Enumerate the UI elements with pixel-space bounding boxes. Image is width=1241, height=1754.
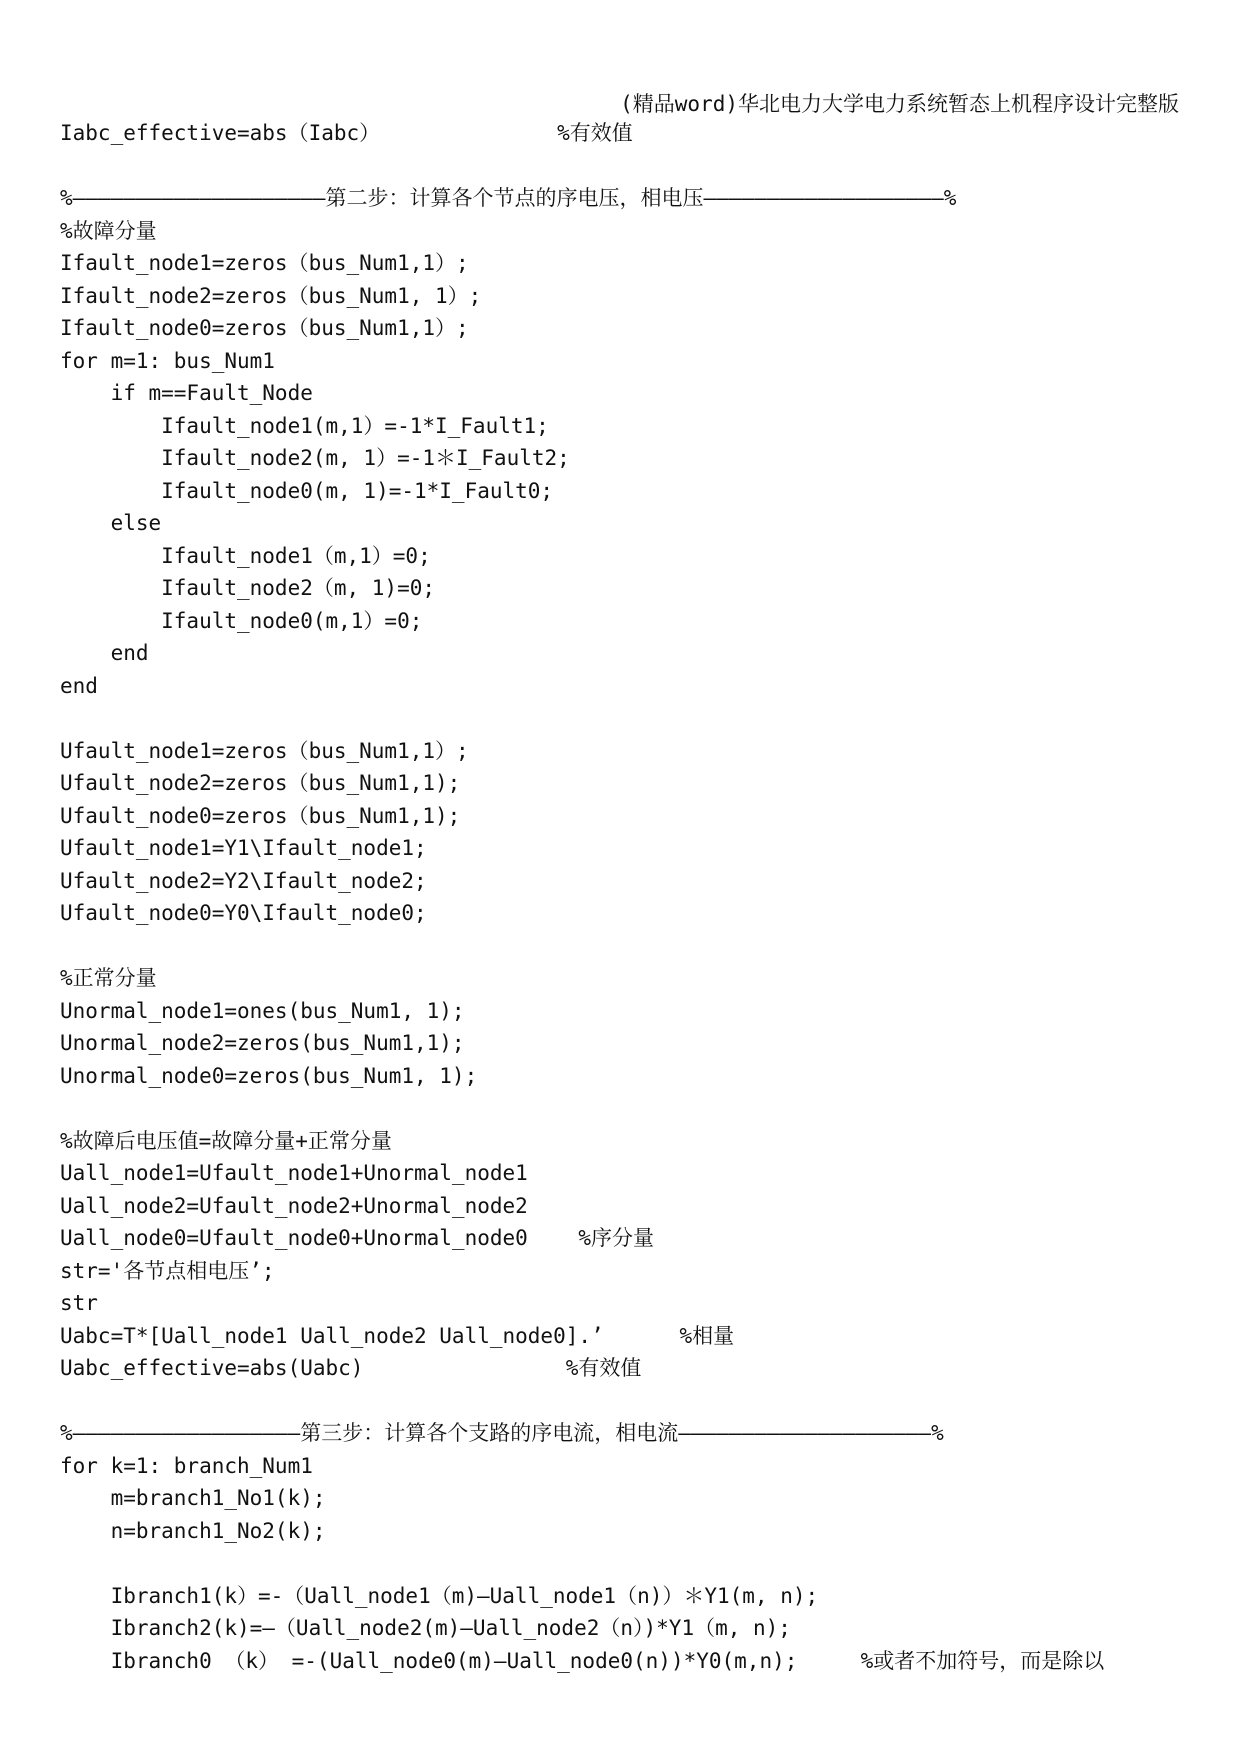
- blank-line: [60, 930, 1104, 963]
- code-line: end: [60, 641, 149, 665]
- code-line: %————————————————————第二步：计算各个节点的序电压，相电压———————————————————%: [60, 186, 957, 210]
- code-line: end: [60, 673, 98, 698]
- code-line: Ufault_node0=zeros（bus_Num1,1);: [60, 803, 461, 828]
- code-line: Ifault_node2(m, 1）=-1＊I_Fault2;: [60, 446, 570, 470]
- code-line: else: [60, 511, 162, 535]
- code-line: Ifault_node0(m, 1)=-1*I_Fault0;: [60, 478, 554, 503]
- code-line: %故障后电压值=故障分量+正常分量: [60, 1128, 392, 1153]
- code-line: Ufault_node1=Y1\Ifault_node1;: [60, 836, 427, 860]
- code-line: Ibranch0 （k） =-(Uall_node0(m)—Uall_node0(n))*Y0(m,n); %或者不加符号，而是除以: [60, 1648, 1105, 1673]
- code-line: Uabc=T*[Uall_node1 Uall_node2 Uall_node0].’ %相量: [60, 1323, 735, 1348]
- blank-line: [60, 1547, 1104, 1580]
- blank-line: [60, 1092, 1104, 1125]
- code-line: %——————————————————第三步：计算各个支路的序电流，相电流————————————————————%: [60, 1421, 944, 1445]
- code-line: Unormal_node2=zeros(bus_Num1,1);: [60, 1031, 465, 1055]
- blank-line: [60, 1385, 1104, 1418]
- code-line: Uall_node1=Ufault_node1+Unormal_node1: [60, 1161, 528, 1185]
- code-line: Uall_node0=Ufault_node0+Unormal_node0 %序分量: [60, 1226, 655, 1250]
- code-line: Ibranch2(k)=—（Uall_node2(m)—Uall_node2（n）)*Y1（m, n);: [60, 1616, 791, 1640]
- code-line: Ufault_node0=Y0\Ifault_node0;: [60, 901, 427, 925]
- code-line: str: [60, 1291, 98, 1315]
- code-line: Uall_node2=Ufault_node2+Unormal_node2: [60, 1193, 528, 1218]
- code-line: Ufault_node2=Y2\Ifault_node2;: [60, 868, 427, 893]
- code-line: Unormal_node1=ones(bus_Num1, 1);: [60, 998, 465, 1023]
- code-line: Ifault_node1=zeros（bus_Num1,1）;: [60, 251, 469, 275]
- code-line: Ifault_node1(m,1）=-1*I_Fault1;: [60, 413, 549, 438]
- code-line: Ifault_node1（m,1）=0;: [60, 543, 431, 568]
- code-line: n=branch1_No2(k);: [60, 1518, 326, 1543]
- code-line: Unormal_node0=zeros(bus_Num1, 1);: [60, 1063, 478, 1088]
- blank-line: [60, 150, 1104, 183]
- code-line: %正常分量: [60, 966, 157, 990]
- code-line: for m=1: bus_Num1: [60, 348, 275, 373]
- code-line: Uabc_effective=abs(Uabc) %有效值: [60, 1356, 642, 1380]
- code-listing: [60, 117, 1104, 1677]
- page-header-title: (精品word)华北电力大学电力系统暂态上机程序设计完整版: [620, 92, 1179, 116]
- code-line: for k=1: branch_Num1: [60, 1453, 313, 1478]
- code-line: m=branch1_No1(k);: [60, 1486, 326, 1510]
- blank-line: [60, 702, 1104, 735]
- code-line: %故障分量: [60, 218, 157, 243]
- code-line: Ifault_node0(m,1）=0;: [60, 608, 423, 633]
- code-line: Ifault_node2=zeros（bus_Num1, 1）;: [60, 283, 482, 308]
- code-line: Ufault_node1=zeros（bus_Num1,1）;: [60, 738, 469, 763]
- code-line: Ifault_node2（m, 1)=0;: [60, 576, 436, 600]
- code-line: str='各节点相电压’;: [60, 1258, 275, 1283]
- code-line: if m==Fault_Node: [60, 381, 313, 405]
- code-line: Iabc_effective=abs（Iabc） %有效值: [60, 121, 633, 145]
- code-line: Ufault_node2=zeros（bus_Num1,1);: [60, 771, 461, 795]
- code-line: Ibranch1(k）=-（Uall_node1（m)—Uall_node1（n)）＊Y1(m, n);: [60, 1583, 819, 1608]
- code-line: Ifault_node0=zeros（bus_Num1,1）;: [60, 316, 469, 340]
